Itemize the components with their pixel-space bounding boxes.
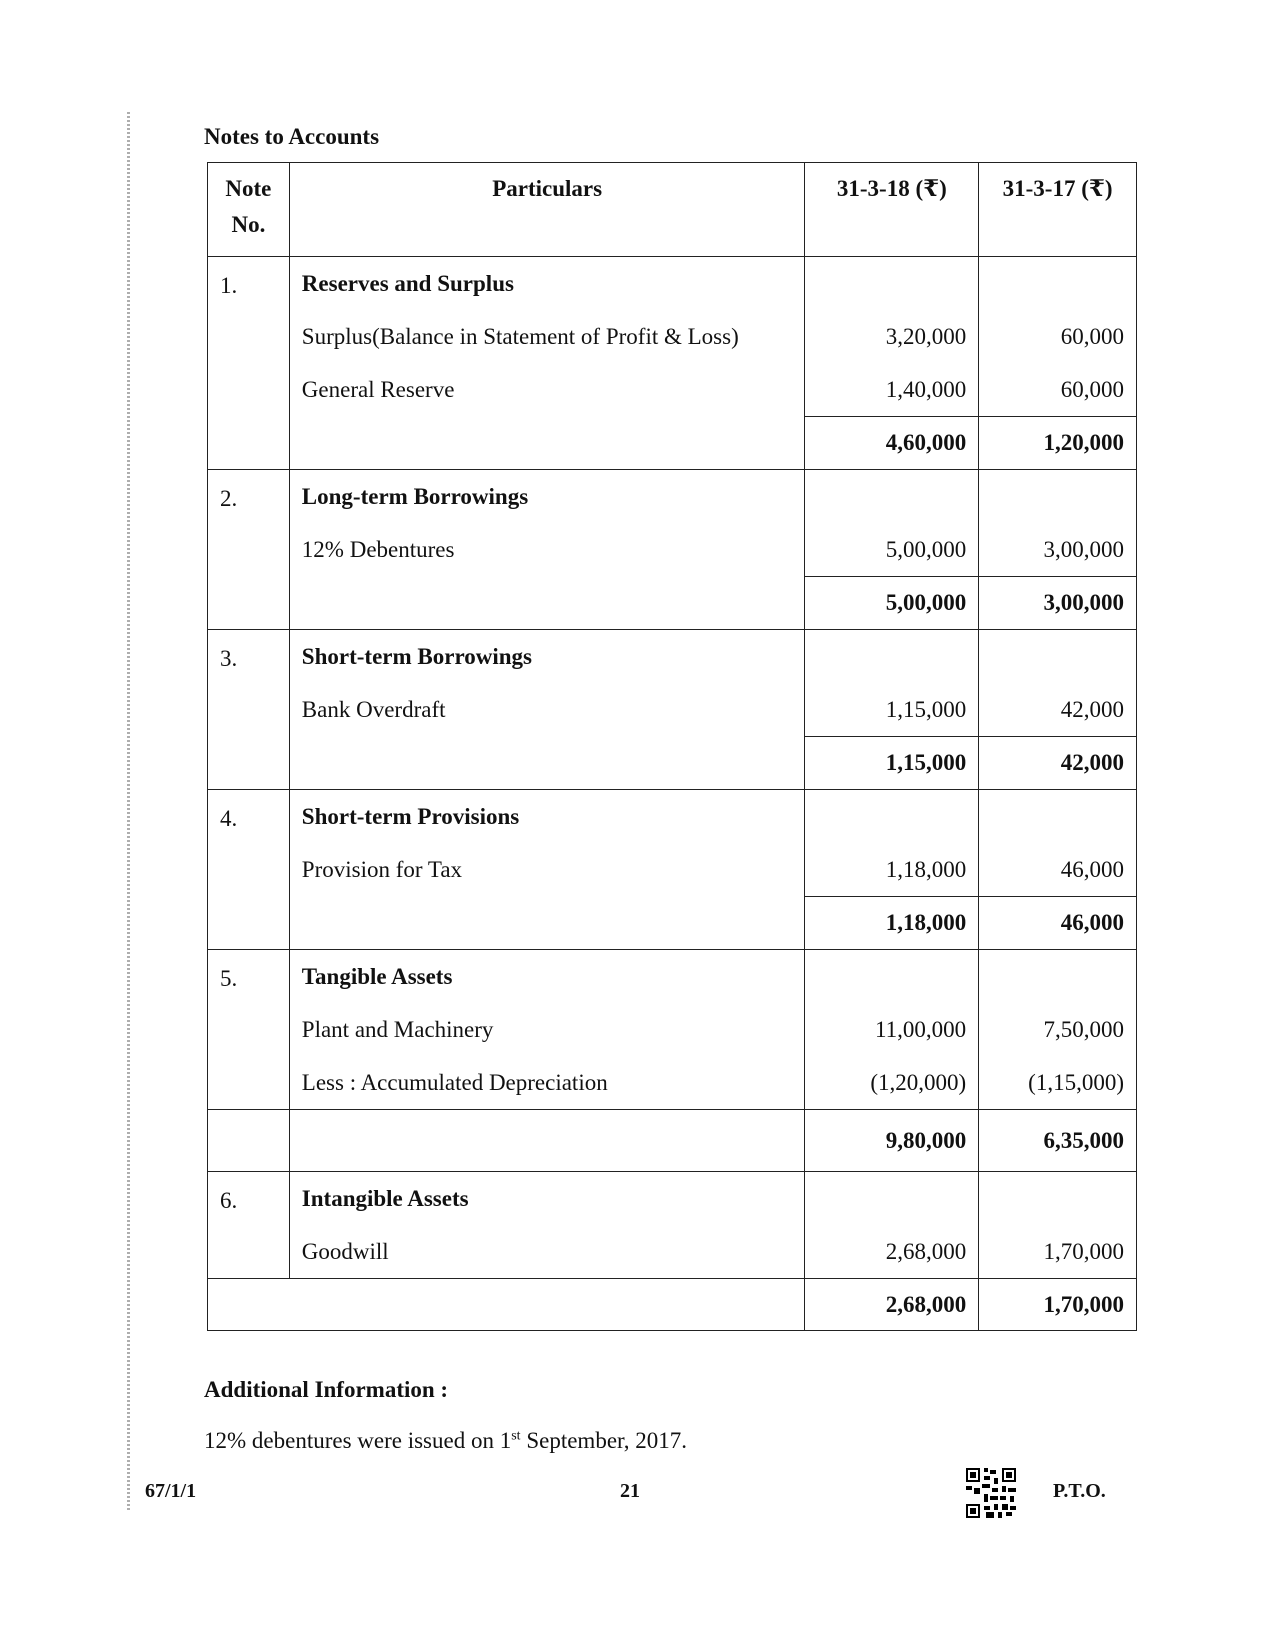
note-heading: Long-term Borrowings	[301, 484, 529, 509]
footer-paper-code: 67/1/1	[145, 1480, 197, 1502]
item-value-2017: 7,50,000	[1043, 1017, 1124, 1042]
note-row-4	[208, 790, 1137, 950]
item-value-2017: 60,000	[1060, 324, 1124, 349]
total-2017: 1,70,000	[979, 1279, 1137, 1331]
item-value-2017: 60,000	[979, 363, 1136, 417]
total-2017: 3,00,000	[1043, 590, 1124, 615]
header-year-2017: 31-3-17 (₹)	[979, 163, 1137, 257]
note-particulars	[289, 1172, 805, 1279]
note-heading: Short-term Provisions	[301, 804, 520, 829]
additional-info-heading: Additional Information :	[204, 1377, 449, 1402]
item-label: Goodwill	[301, 1239, 389, 1264]
total-2018: 9,80,000	[805, 1110, 979, 1172]
note-particulars	[289, 950, 805, 1110]
note-heading: Tangible Assets	[301, 964, 453, 989]
side-margin-strip	[127, 112, 130, 1510]
note-heading: Short-term Borrowings	[301, 644, 532, 669]
item-value-2018: 2,68,000	[885, 1239, 967, 1264]
note-year1-col	[805, 630, 979, 790]
header-note-no: Note No.	[208, 163, 290, 257]
item-value-2017: 42,000	[979, 683, 1136, 737]
note-year1-col	[805, 470, 979, 630]
note-year2-col	[979, 1172, 1137, 1279]
note-number: 4.	[208, 790, 290, 950]
note-particulars	[289, 630, 805, 790]
item-label: Plant and Machinery	[301, 1017, 494, 1042]
footer-pto: P.T.O.	[1053, 1480, 1106, 1502]
note-heading: Reserves and Surplus	[301, 271, 514, 296]
qr-code-icon	[966, 1468, 1016, 1518]
item-label: 12% Debentures	[301, 537, 455, 562]
note-year2-col	[979, 790, 1137, 950]
page-title: Notes to Accounts	[204, 124, 380, 149]
table-header-row	[208, 163, 1137, 257]
note-heading: Intangible Assets	[301, 1186, 469, 1211]
item-label: Surplus(Balance in Statement of Profit & Loss)	[301, 324, 739, 349]
item-value-2018: 3,20,000	[885, 324, 967, 349]
total-2017: 1,20,000	[1043, 430, 1124, 455]
footer-page-number: 21	[620, 1480, 640, 1502]
item-value-2017: 46,000	[979, 843, 1136, 897]
item-value-2018: 1,18,000	[805, 843, 978, 897]
note-year1-col	[805, 1172, 979, 1279]
note-year2-col	[979, 470, 1137, 630]
note-year1-col	[805, 790, 979, 950]
note-year2-col	[979, 257, 1137, 470]
item-value-2018: 1,40,000	[805, 363, 978, 417]
note-year1-col	[805, 257, 979, 470]
total-2017: 46,000	[1060, 910, 1124, 935]
item-label: Bank Overdraft	[301, 697, 446, 722]
note-row-5	[208, 950, 1137, 1110]
note-5-total-row	[208, 1110, 1137, 1172]
note-row-2	[208, 470, 1137, 630]
item-value-2018: 11,00,000	[875, 1017, 967, 1042]
item-label: General Reserve	[301, 377, 455, 402]
item-value-2017: 1,70,000	[1043, 1239, 1124, 1264]
total-2017: 6,35,000	[979, 1110, 1137, 1172]
total-2018: 4,60,000	[885, 430, 967, 455]
item-value-2017: (1,15,000)	[1028, 1070, 1124, 1095]
total-2018: 1,15,000	[885, 750, 967, 775]
note-particulars	[289, 257, 805, 470]
note-year2-col	[979, 950, 1137, 1110]
note-number: 1.	[208, 257, 290, 470]
note-row-1	[208, 257, 1137, 470]
note-particulars	[289, 790, 805, 950]
notes-table	[207, 162, 1137, 1331]
note-number: 3.	[208, 630, 290, 790]
total-2018: 2,68,000	[805, 1279, 979, 1331]
note-row-3	[208, 630, 1137, 790]
note-particulars	[289, 470, 805, 630]
header-year-2018: 31-3-18 (₹)	[805, 163, 979, 257]
note-number: 2.	[208, 470, 290, 630]
note-year2-col	[979, 630, 1137, 790]
item-label: Provision for Tax	[301, 857, 463, 882]
item-value-2018: 1,15,000	[805, 683, 978, 737]
total-2018: 1,18,000	[885, 910, 967, 935]
item-label: Less : Accumulated Depreciation	[301, 1070, 608, 1095]
additional-info-text: 12% debentures were issued on 1st September, 2017.	[204, 1428, 688, 1453]
note-row-6	[208, 1172, 1137, 1279]
note-number: 6.	[208, 1172, 290, 1279]
total-2017: 42,000	[1060, 750, 1124, 775]
item-value-2018: 5,00,000	[805, 523, 978, 577]
header-particulars: Particulars	[289, 163, 805, 257]
total-2018: 5,00,000	[885, 590, 967, 615]
item-value-2018: (1,20,000)	[870, 1070, 967, 1095]
item-value-2017: 3,00,000	[979, 523, 1136, 577]
note-number: 5.	[208, 950, 290, 1110]
note-6-total-row	[208, 1279, 1137, 1331]
note-year1-col	[805, 950, 979, 1110]
